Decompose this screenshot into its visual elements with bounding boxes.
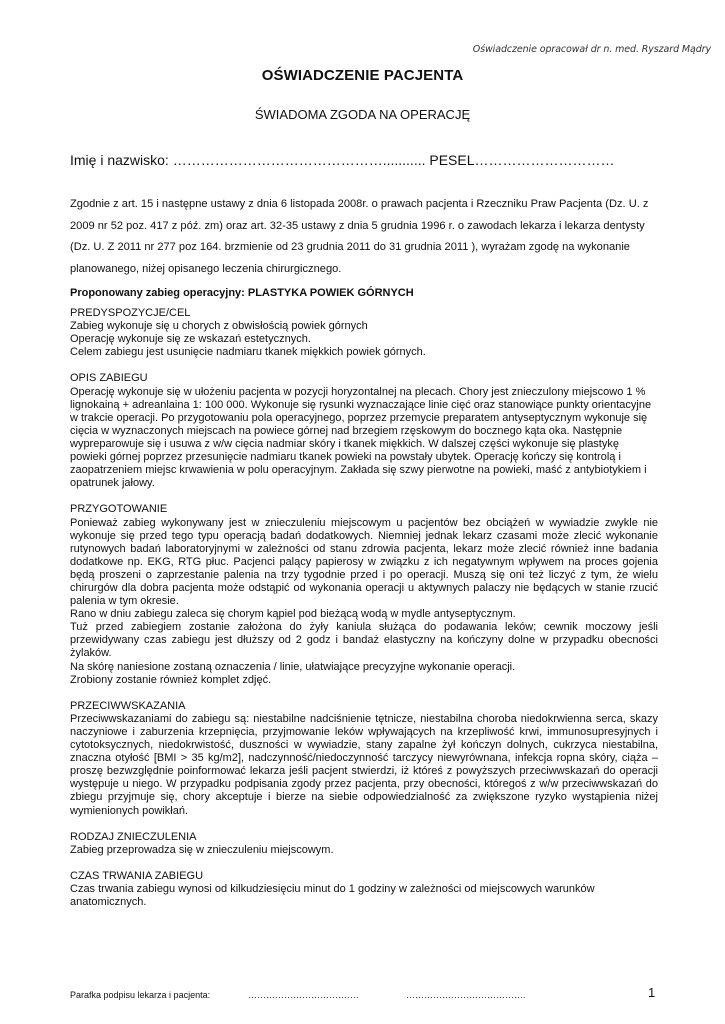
section-heading: PREDYSPOZYCJE/CEL	[70, 307, 191, 319]
section-paragraph: Na skórę naniesione zostaną oznaczenia / linie, ułatwiające precyzyjne wykonanie operacji.	[70, 660, 516, 673]
section-heading: PRZECIWWSKAZANIA	[70, 699, 186, 712]
initials-label: Parafka podpisu lekarza i pacjenta:	[70, 990, 211, 1000]
section-paragraph: Zrobiony zostanie również komplet zdjęć.	[70, 673, 272, 686]
section-heading: CZAS TRWANIA ZABIEGU	[70, 870, 204, 883]
section-paragraph: Czas trwania zabiegu wynosi od kilkudziesięciu minut do 1 godziny w zależności od miejscowych warunków anatomicznych.	[70, 883, 595, 909]
page-number: 1	[648, 985, 656, 1000]
section-heading: RODZAJ ZNIECZULENIA	[70, 830, 197, 843]
section-duration	[70, 870, 658, 909]
document-body	[70, 307, 658, 909]
proposed-procedure: Proponowany zabieg operacyjny: PLASTYKA POWIEK GÓRNYCH	[70, 287, 414, 299]
patient-name-pesel-line: Imię i nazwisko: ………………………………………........... PESEL…………………………	[70, 152, 615, 168]
section-paragraph: Rano w dniu zabiegu zaleca się chorym kąpiel pod bieżącą wodą w mydle antyseptycznym.	[70, 608, 516, 621]
document-subtitle: ŚWIADOMA ZGODA NA OPERACJĘ	[254, 107, 471, 122]
legal-basis-paragraph: Zgodnie z art. 15 i następne ustawy z dnia 6 listopada 2008r. o prawach pacjenta i Rzeczniku Praw Pacjenta (Dz. U. z 2009 nr 52 poz. 417 z póź. zm) oraz art. 32-35 ustawy z dnia 5 grudnia 1996 r. o zawodach lekarza i lekarza dentysty (Dz. U. Z 2011 nr 277 poz 164. brzmienie od 23 grudnia 2011 do 31 grudnia 2011 ), wyrażam zgodę na wykonanie planowanego, niżej opisanego leczenia chirurgicznego.	[70, 198, 649, 275]
section-paragraph: Zabieg przeprowadza się w znieczuleniu miejscowym.	[70, 843, 334, 856]
section-heading: OPIS ZABIEGU	[70, 372, 148, 385]
signature-initials-line	[70, 990, 660, 1000]
section-paragraph: Zabieg wykonuje się u chorych z obwisłością powiek górnych	[70, 320, 368, 333]
section-preparation	[70, 503, 658, 686]
section-paragraph: Operację wykonuje się w ułożeniu pacjenta w pozycji horyzontalnej na plecach. Chory jest znieczulony miejscowo 1 % lignokainą + adreanlaina 1: 100 000. Wykonuje się rysunki wyznaczające linie cięć oraz stanowiące punkty orientacyjne w trakcie operacji. Po przygotowaniu pola operacyjnego, poprzez przemycie preparatem antyseptycznym wykonuje się cięcia w wyznaczonych miejscach na powiece górnej nad brzegiem rzęskowym do bocznego kąta oka. Następnie wypreparowuje się i usuwa z w/w cięcia nadmiar skóry i tkanek miękkich. W dalszej części wykonuje się plastykę powieki górnej poprzez przesunięcie nadmiaru tkanek powieki na powstały ubytek. Operację kończy się kontrolą i zaopatrzeniem miejsc krwawienia w polu operacyjnym. Zakłada się szwy pierwotne na powieki, maść z antybiotykiem i opatrunek jałowy.	[70, 385, 652, 490]
document-title: OŚWIADCZENIE PACJENTA	[261, 67, 464, 84]
section-description	[70, 372, 658, 490]
section-paragraph: Celem zabiegu jest usunięcie nadmiaru tkanek miękkich powiek górnych.	[70, 346, 426, 359]
author-attribution: Oświadczenie opracował dr n. med. Ryszard Mądry	[472, 44, 711, 55]
section-heading: PRZYGOTOWANIE	[70, 503, 168, 516]
doctor-initials-field: ……………………………….	[248, 990, 359, 1000]
section-predispositions	[70, 307, 658, 359]
section-paragraph: Tuż przed zabiegiem zostanie założona do żyły kaniula służąca do podawania leków; cewnik moczowy jeśli przewidywany czas zabiegu jest dłuższy od 2 godz i bandaż elastyczny na kończyny dolne w przypadku obecności żylaków.	[70, 621, 658, 660]
patient-initials-field: ………………………………….	[406, 990, 526, 1000]
section-contraindications	[70, 700, 658, 818]
section-paragraph: Operację wykonuje się ze wskazań estetycznych.	[70, 333, 311, 346]
section-paragraph: Przeciwwskazaniami do zabiegu są: niestabilne nadciśnienie tętnicze, niestabilna choroba niedokrwienna serca, skazy naczyniowe i zaburzenia krzepnięcia, przyjmowanie leków wpływających na krzepliwość krwi, immunosupresyjnych i cytotoksycznych, niedokrwistość, duszności w wywiadzie, stany zapalne żył kończyn dolnych, cukrzyca niestabilna, znaczna otyłość [BMI > 35 kg/m2], nadczynność/niedoczynność tarczycy niewyrównana, infekcja ropna skóry, ciąża – proszę bezwzględnie poinformować lekarza jeśli pacjent stwierdzi, iż któreś z powyższych przeciwwskazań do operacji występuje u niego. W przypadku podpisania zgody przez pacjenta, przy obecności, któregoś z w/w przeciwwskazań do zbiegu przyjmuje się, chory akceptuje i bierze na siebie odpowiedzialność za zwiększone ryzyko wystąpienia niżej wymienionych powikłań.	[70, 712, 658, 817]
section-anesthesia	[70, 831, 658, 857]
section-paragraph: Ponieważ zabieg wykonywany jest w znieczuleniu miejscowym u pacjentów bez obciążeń w wywiadzie zwykle nie wykonuje się przed tego typu operacją badań dodatkowych. Niemniej jednak lekarz czasami może zlecić wykonanie rutynowych badań laboratoryjnymi w zależności od stanu zdrowia pacjenta, lekarz może zlecić również inne badania dodatkowe np. EKG, RTG płuc. Pacjenci palący papierosy w związku z ich negatywnym wpływem na proces gojenia będą proszeni o zaprzestanie palenia na trzy tygodnie przed i po operacji. Muszą się oni też liczyć z tym, że wielu chirurgów dla dobra pacjenta może odstąpić od wykonania operacji u aktywnych palaczy nie będących w stanie rzucić palenia w tym okresie.	[70, 516, 658, 608]
